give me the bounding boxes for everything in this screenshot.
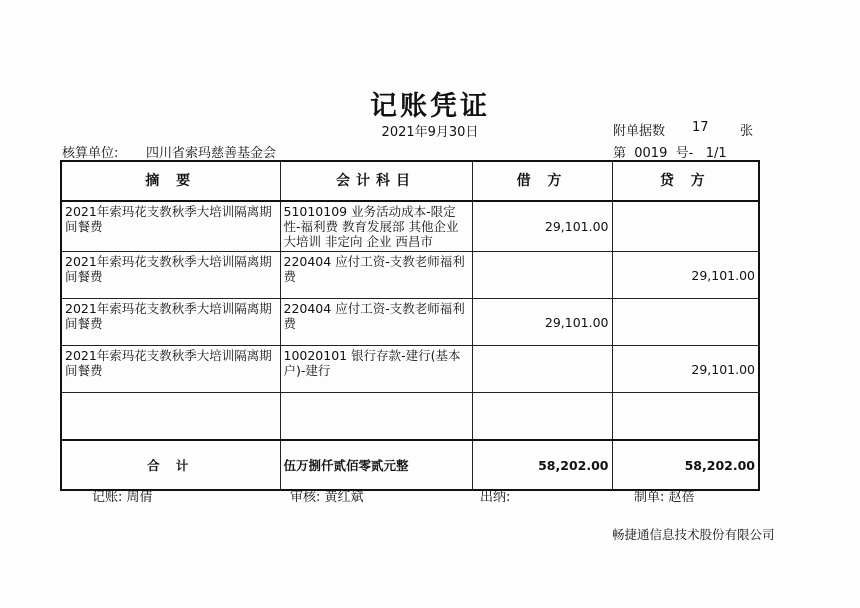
row-account bbox=[280, 393, 472, 441]
row-credit bbox=[612, 393, 759, 441]
total-credit: 58,202.00 bbox=[612, 440, 759, 490]
voucher-date: 2021年9月30日 bbox=[381, 125, 479, 140]
column-header-summary: 摘 要 bbox=[61, 161, 280, 201]
row-credit bbox=[612, 201, 759, 252]
row-summary: 2021年索玛花支教秋季大培训隔离期间餐费 bbox=[61, 299, 280, 346]
table-row bbox=[61, 252, 759, 299]
row-credit: 29,101.00 bbox=[612, 252, 759, 299]
total-debit: 58,202.00 bbox=[472, 440, 612, 490]
row-summary: 2021年索玛花支教秋季大培训隔离期间餐费 bbox=[61, 252, 280, 299]
cashier-signature: 出纳: bbox=[480, 490, 511, 505]
attachments-unit: 张 bbox=[740, 124, 754, 139]
attachments-label: 附单据数 bbox=[613, 124, 666, 139]
total-row bbox=[61, 440, 759, 490]
row-summary: 2021年索玛花支教秋季大培训隔离期间餐费 bbox=[61, 201, 280, 252]
row-debit: 29,101.00 bbox=[472, 201, 612, 252]
total-label: 合 计 bbox=[61, 440, 280, 490]
voucher-number: 第 0019 号- 1/1 bbox=[613, 146, 727, 161]
row-summary: 2021年索玛花支教秋季大培训隔离期间餐费 bbox=[61, 346, 280, 393]
column-header-account: 会计科目 bbox=[280, 161, 472, 201]
preparer-signature: 制单: 赵蓓 bbox=[634, 490, 695, 505]
row-account: 220404 应付工资-支教老师福利费 bbox=[280, 252, 472, 299]
table-row-empty bbox=[61, 393, 759, 441]
column-header-debit: 借 方 bbox=[472, 161, 612, 201]
row-account: 51010109 业务活动成本-限定性-福利费 教育发展部 其他企业大培训 非定向 企业 西昌市 bbox=[280, 201, 472, 252]
row-credit: 29,101.00 bbox=[612, 346, 759, 393]
row-debit bbox=[472, 252, 612, 299]
row-account: 10020101 银行存款-建行(基本户)-建行 bbox=[280, 346, 472, 393]
table-row bbox=[61, 201, 759, 252]
reviewer-signature: 审核: 黄红斌 bbox=[290, 490, 364, 505]
row-summary bbox=[61, 393, 280, 441]
table-row bbox=[61, 299, 759, 346]
accounting-unit-name: 四川省索玛慈善基金会 bbox=[146, 146, 277, 161]
row-debit: 29,101.00 bbox=[472, 299, 612, 346]
row-debit bbox=[472, 346, 612, 393]
row-credit bbox=[612, 299, 759, 346]
row-account: 220404 应付工资-支教老师福利费 bbox=[280, 299, 472, 346]
accounting-unit-label: 核算单位: bbox=[62, 146, 119, 161]
attachments-count: 17 bbox=[692, 120, 709, 135]
table-row bbox=[61, 346, 759, 393]
table-header-row bbox=[61, 161, 759, 201]
voucher-table bbox=[60, 160, 760, 491]
bookkeeper-signature: 记账: 周倩 bbox=[92, 490, 153, 505]
software-company: 畅捷通信息技术股份有限公司 bbox=[612, 527, 775, 542]
total-amount-words: 伍万捌仟贰佰零贰元整 bbox=[280, 440, 472, 490]
column-header-credit: 贷 方 bbox=[612, 161, 759, 201]
voucher-title: 记账凭证 bbox=[370, 91, 490, 122]
row-debit bbox=[472, 393, 612, 441]
